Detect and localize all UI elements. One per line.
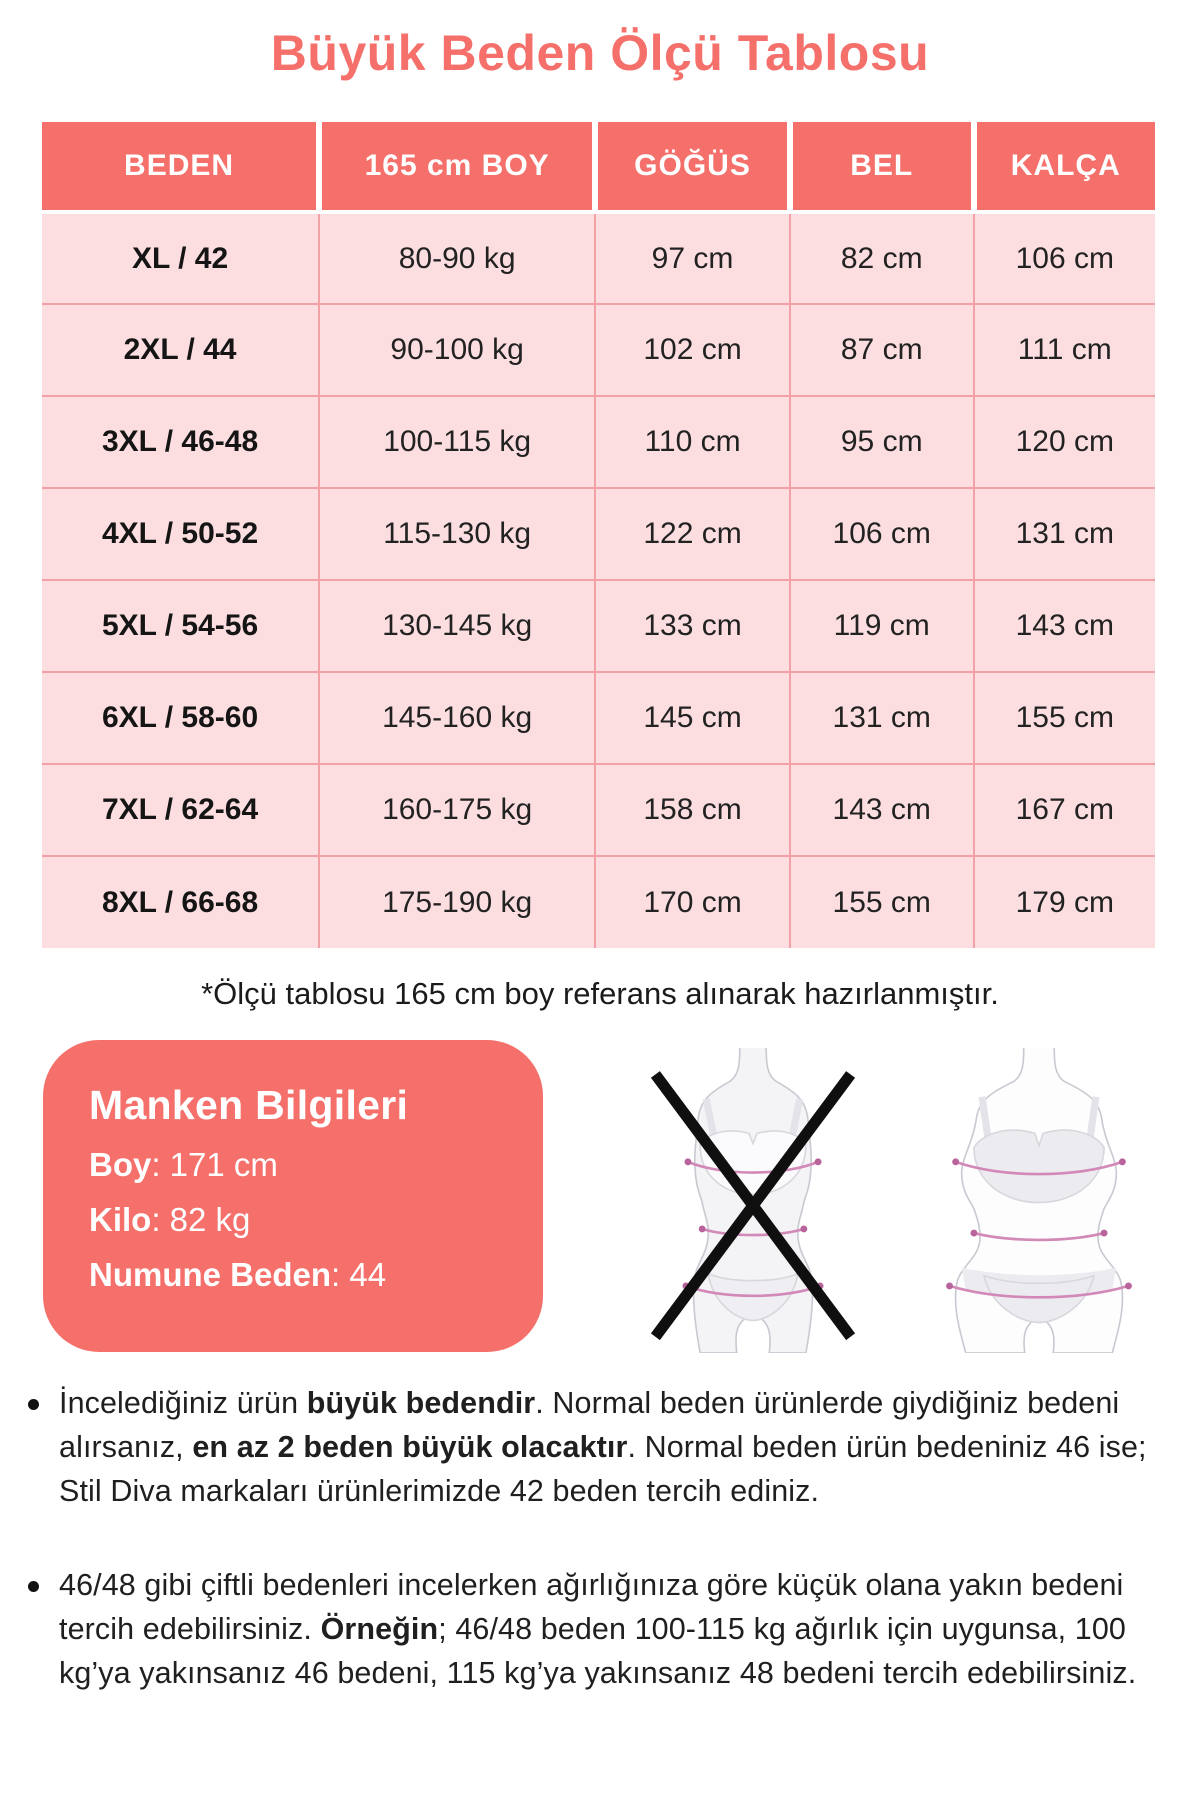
bullet-dot <box>28 1399 39 1410</box>
model-info-box <box>43 1040 543 1352</box>
bust-line-dot <box>684 1158 691 1165</box>
model-height-label: Boy <box>89 1146 152 1183</box>
bullet-dot <box>28 1581 39 1592</box>
page-title: Büyük Beden Ölçü Tablosu <box>270 25 930 81</box>
hip-cell: 106 cm <box>974 212 1155 304</box>
table-row <box>42 212 1155 304</box>
table-header-row <box>42 122 1155 212</box>
bust-line-dot <box>815 1158 822 1165</box>
text-segment: İncelediğiniz ürün <box>59 1386 307 1420</box>
correct-plus-figure-icon <box>914 1048 1164 1353</box>
model-info-title: Manken Bilgileri <box>89 1082 409 1128</box>
bullet-text <box>59 1564 1178 1696</box>
waist-line-dot <box>800 1226 807 1233</box>
waist-line-dot <box>970 1230 977 1237</box>
model-height-line <box>89 1146 497 1184</box>
chest-cell: 158 cm <box>595 764 790 856</box>
weight-cell: 145-160 kg <box>319 672 595 764</box>
size-cell: 8XL / 66-68 <box>42 856 319 948</box>
waist-cell: 143 cm <box>790 764 974 856</box>
weight-cell: 100-115 kg <box>319 396 595 488</box>
hip-cell: 155 cm <box>974 672 1155 764</box>
chest-cell: 122 cm <box>595 488 790 580</box>
waist-cell: 87 cm <box>790 304 974 396</box>
hip-cell: 131 cm <box>974 488 1155 580</box>
text-segment: ; 46/48 beden 100-115 kg ağırlık için uygunsa, 100 kg’ya yakınsanız 46 bedeni, 115 kg’ya yakınsanız 48 bedeni tercih edebilirsiniz. <box>59 1611 1137 1690</box>
header-kalca: KALÇA <box>974 122 1155 212</box>
chest-cell: 145 cm <box>595 672 790 764</box>
table-row <box>42 396 1155 488</box>
waist-cell: 106 cm <box>790 488 974 580</box>
size-cell: 5XL / 54-56 <box>42 580 319 672</box>
hip-cell: 167 cm <box>974 764 1155 856</box>
size-cell: XL / 42 <box>42 212 319 304</box>
table-row <box>42 580 1155 672</box>
waist-cell: 95 cm <box>790 396 974 488</box>
weight-cell: 175-190 kg <box>319 856 595 948</box>
waist-cell: 119 cm <box>790 580 974 672</box>
chest-cell: 170 cm <box>595 856 790 948</box>
waist-cell: 131 cm <box>790 672 974 764</box>
header-beden: BEDEN <box>42 122 319 212</box>
bullet-item-sizing <box>28 1382 1178 1514</box>
chest-cell: 102 cm <box>595 304 790 396</box>
hip-line-dot <box>946 1282 953 1289</box>
hip-cell: 179 cm <box>974 856 1155 948</box>
table-row <box>42 304 1155 396</box>
model-weight-value: : 82 kg <box>151 1201 251 1238</box>
waist-cell: 82 cm <box>790 212 974 304</box>
bullet-item-double-sizes <box>28 1564 1178 1696</box>
text-segment: . Normal beden ürünlerde giydiğiniz bedeni alırsanız, <box>59 1386 1120 1464</box>
text-segment: 46/48 gibi çiftli bedenleri incelerken ağırlığınıza göre küçük olana yakın bedeni tercih edebilirsiniz. <box>59 1567 1124 1646</box>
measurement-figures <box>628 1048 1188 1360</box>
model-weight-label: Kilo <box>89 1201 152 1238</box>
text-segment: . Normal beden ürün bedeniniz 46 ise; Stil Diva markaları ürünlerimizde 42 beden tercih ediniz. <box>59 1429 1147 1508</box>
model-sample-size-value: : 44 <box>331 1256 387 1293</box>
table-row <box>42 764 1155 856</box>
size-table <box>42 122 1155 948</box>
header-gogus: GÖĞÜS <box>595 122 790 212</box>
model-sample-size-label: Numune Beden <box>89 1256 332 1293</box>
size-cell: 4XL / 50-52 <box>42 488 319 580</box>
header-boy: 165 cm BOY <box>319 122 595 212</box>
hip-cell: 143 cm <box>974 580 1155 672</box>
bust-line-dot <box>952 1158 959 1165</box>
text-segment-bold: en az 2 beden büyük olacaktır <box>192 1429 628 1464</box>
waist-line-dot <box>699 1226 706 1233</box>
table-row <box>42 488 1155 580</box>
weight-cell: 90-100 kg <box>319 304 595 396</box>
bust-line-dot <box>1119 1158 1126 1165</box>
model-height-value: : 171 cm <box>151 1146 278 1183</box>
weight-cell: 160-175 kg <box>319 764 595 856</box>
wrong-slim-figure-icon <box>628 1048 878 1353</box>
size-cell: 7XL / 62-64 <box>42 764 319 856</box>
size-cell: 3XL / 46-48 <box>42 396 319 488</box>
text-segment-bold: büyük bedendir <box>306 1386 536 1420</box>
weight-cell: 130-145 kg <box>319 580 595 672</box>
model-sample-size-line <box>89 1256 497 1294</box>
chest-cell: 133 cm <box>595 580 790 672</box>
table-row <box>42 672 1155 764</box>
waist-cell: 155 cm <box>790 856 974 948</box>
hip-cell: 120 cm <box>974 396 1155 488</box>
size-cell: 6XL / 58-60 <box>42 672 319 764</box>
table-row <box>42 856 1155 948</box>
text-segment-bold: Örneğin <box>320 1611 439 1646</box>
hip-line-dot <box>1125 1282 1132 1289</box>
hip-cell: 111 cm <box>974 304 1155 396</box>
info-bullet-list <box>28 1382 1178 1695</box>
model-weight-line <box>89 1201 497 1239</box>
chest-cell: 97 cm <box>595 212 790 304</box>
weight-cell: 80-90 kg <box>319 212 595 304</box>
chest-cell: 110 cm <box>595 396 790 488</box>
waist-line-dot <box>1101 1230 1108 1237</box>
weight-cell: 115-130 kg <box>319 488 595 580</box>
bullet-text <box>59 1382 1178 1514</box>
table-footnote: *Ölçü tablosu 165 cm boy referans alınarak hazırlanmıştır. <box>201 976 999 1011</box>
size-cell: 2XL / 44 <box>42 304 319 396</box>
header-bel: BEL <box>790 122 974 212</box>
